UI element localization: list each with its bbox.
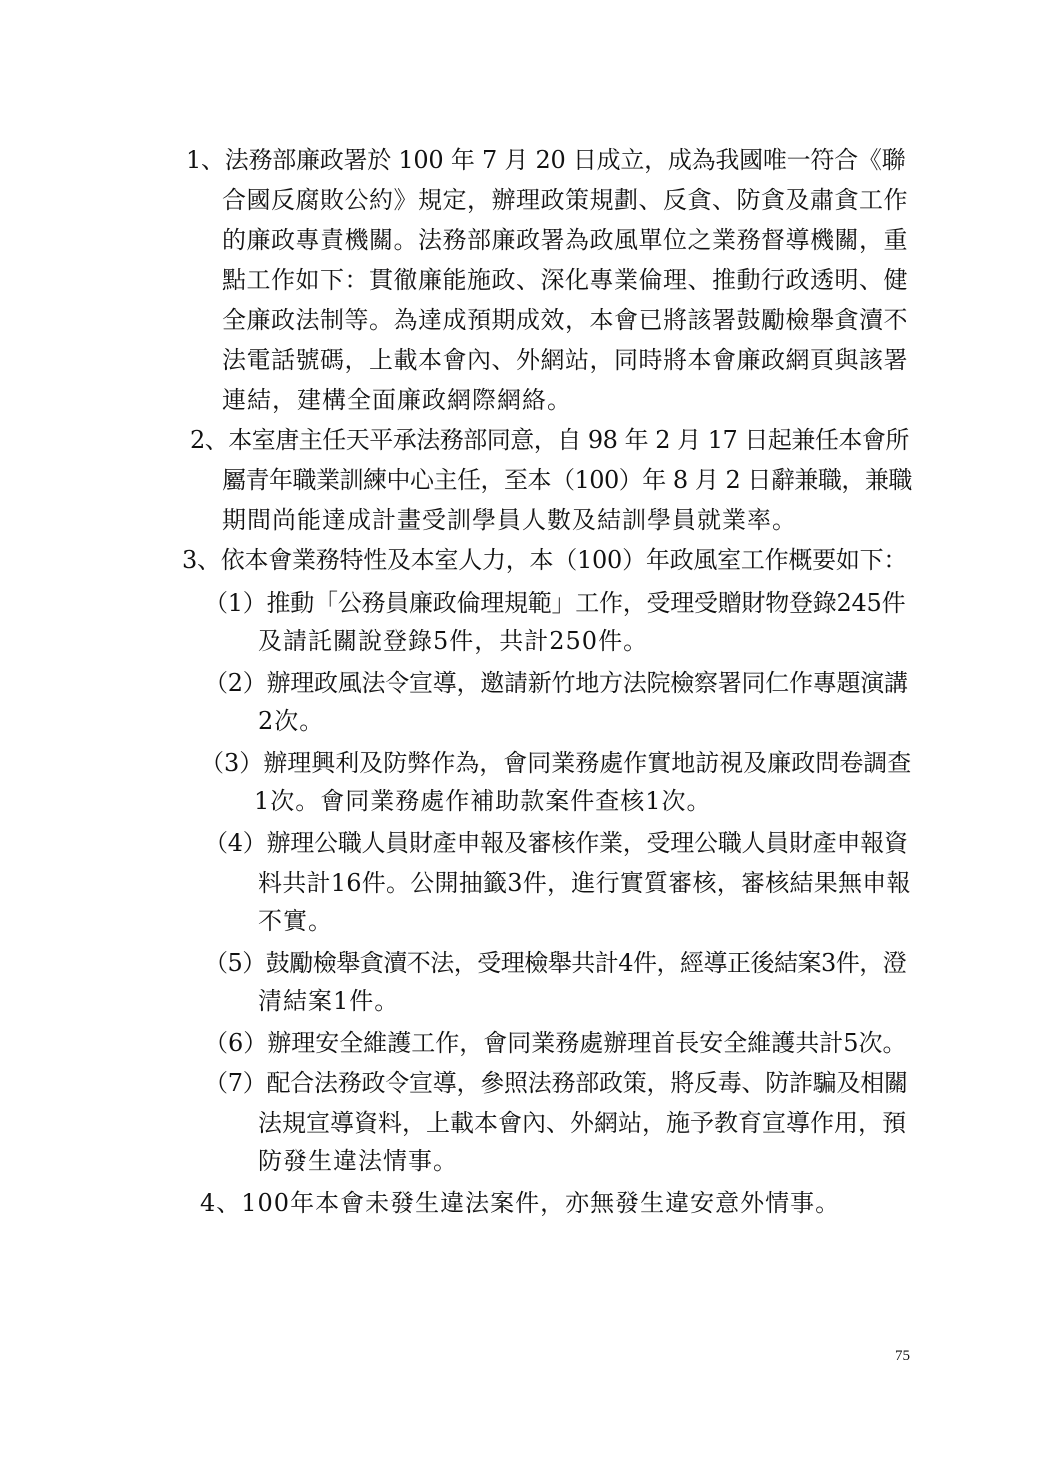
item-1-line-3: 的廉政專責機關。法務部廉政署為政風單位之業務督導機關，重 [222, 226, 908, 254]
item-3-sub-5-line-1: （5）鼓勵檢舉貪瀆不法，受理檢舉共計4件，經導正後結案3件，澄 [204, 949, 907, 977]
item-1-line-4: 點工作如下：貫徹廉能施政、深化專業倫理、推動行政透明、健 [222, 266, 908, 294]
item-3-sub-4-line-3: 不實。 [258, 907, 333, 935]
item-3-sub-7-line-3: 防發生違法情事。 [258, 1147, 458, 1175]
item-3-sub-3-line-1: （3）辦理興利及防弊作為，會同業務處作實地訪視及廉政問卷調查 [200, 749, 912, 777]
item-3-sub-2-line-2: 2次。 [258, 707, 325, 735]
item-3-sub-4-line-1: （4）辦理公職人員財產申報及審核作業，受理公職人員財產申報資 [204, 829, 908, 857]
item-3-sub-7-line-1: （7）配合法務政令宣導，參照法務部政策，將反毒、防詐騙及相關 [204, 1069, 908, 1097]
item-3-heading: 3、依本會業務特性及本室人力，本（100）年政風室工作概要如下： [182, 546, 908, 574]
item-2-line-3: 期間尚能達成計畫受訓學員人數及結訓學員就業率。 [222, 506, 797, 534]
item-2-line-2: 屬青年職業訓練中心主任，至本（100）年 8 月 2 日辭兼職，兼職 [222, 466, 912, 494]
item-1-line-5: 全廉政法制等。為達成預期成效，本會已將該署鼓勵檢舉貪瀆不 [222, 306, 908, 334]
item-1-line-2: 合國反腐敗公約》規定，辦理政策規劃、反貪、防貪及肅貪工作 [222, 186, 908, 214]
item-2-line-1: 2、本室唐主任天平承法務部同意，自 98 年 2 月 17 日起兼任本會所 [190, 426, 909, 454]
item-4-line-1: 4、100年本會未發生違法案件，亦無發生違安意外情事。 [200, 1189, 841, 1217]
item-3-sub-6-line-1: （6）辦理安全維護工作，會同業務處辦理首長安全維護共計5次。 [204, 1029, 907, 1057]
item-1-line-6: 法電話號碼，上載本會內、外網站，同時將本會廉政網頁與該署 [222, 346, 908, 374]
item-1-line-7: 連結，建構全面廉政網際網絡。 [222, 386, 572, 414]
item-3-sub-3-line-2: 1次。會同業務處作補助款案件查核1次。 [254, 787, 712, 815]
page-number: 75 [895, 1348, 910, 1364]
item-1-line-1: 1、法務部廉政署於 100 年 7 月 20 日成立，成為我國唯一符合《聯 [186, 146, 906, 174]
item-3-sub-7-line-2: 法規宣導資料，上載本會內、外網站，施予教育宣導作用，預 [258, 1109, 906, 1137]
item-3-sub-4-line-2: 料共計16件。公開抽籤3件，進行實質審核，審核結果無申報 [258, 869, 911, 897]
item-3-sub-5-line-2: 清結案1件。 [258, 987, 400, 1015]
item-3-sub-1-line-2: 及請託關說登錄5件，共計250件。 [258, 627, 649, 655]
item-3-sub-1-line-1: （1）推動「公務員廉政倫理規範」工作，受理受贈財物登錄245件 [204, 589, 906, 617]
item-3-sub-2-line-1: （2）辦理政風法令宣導，邀請新竹地方法院檢察署同仁作專題演講 [204, 669, 908, 697]
